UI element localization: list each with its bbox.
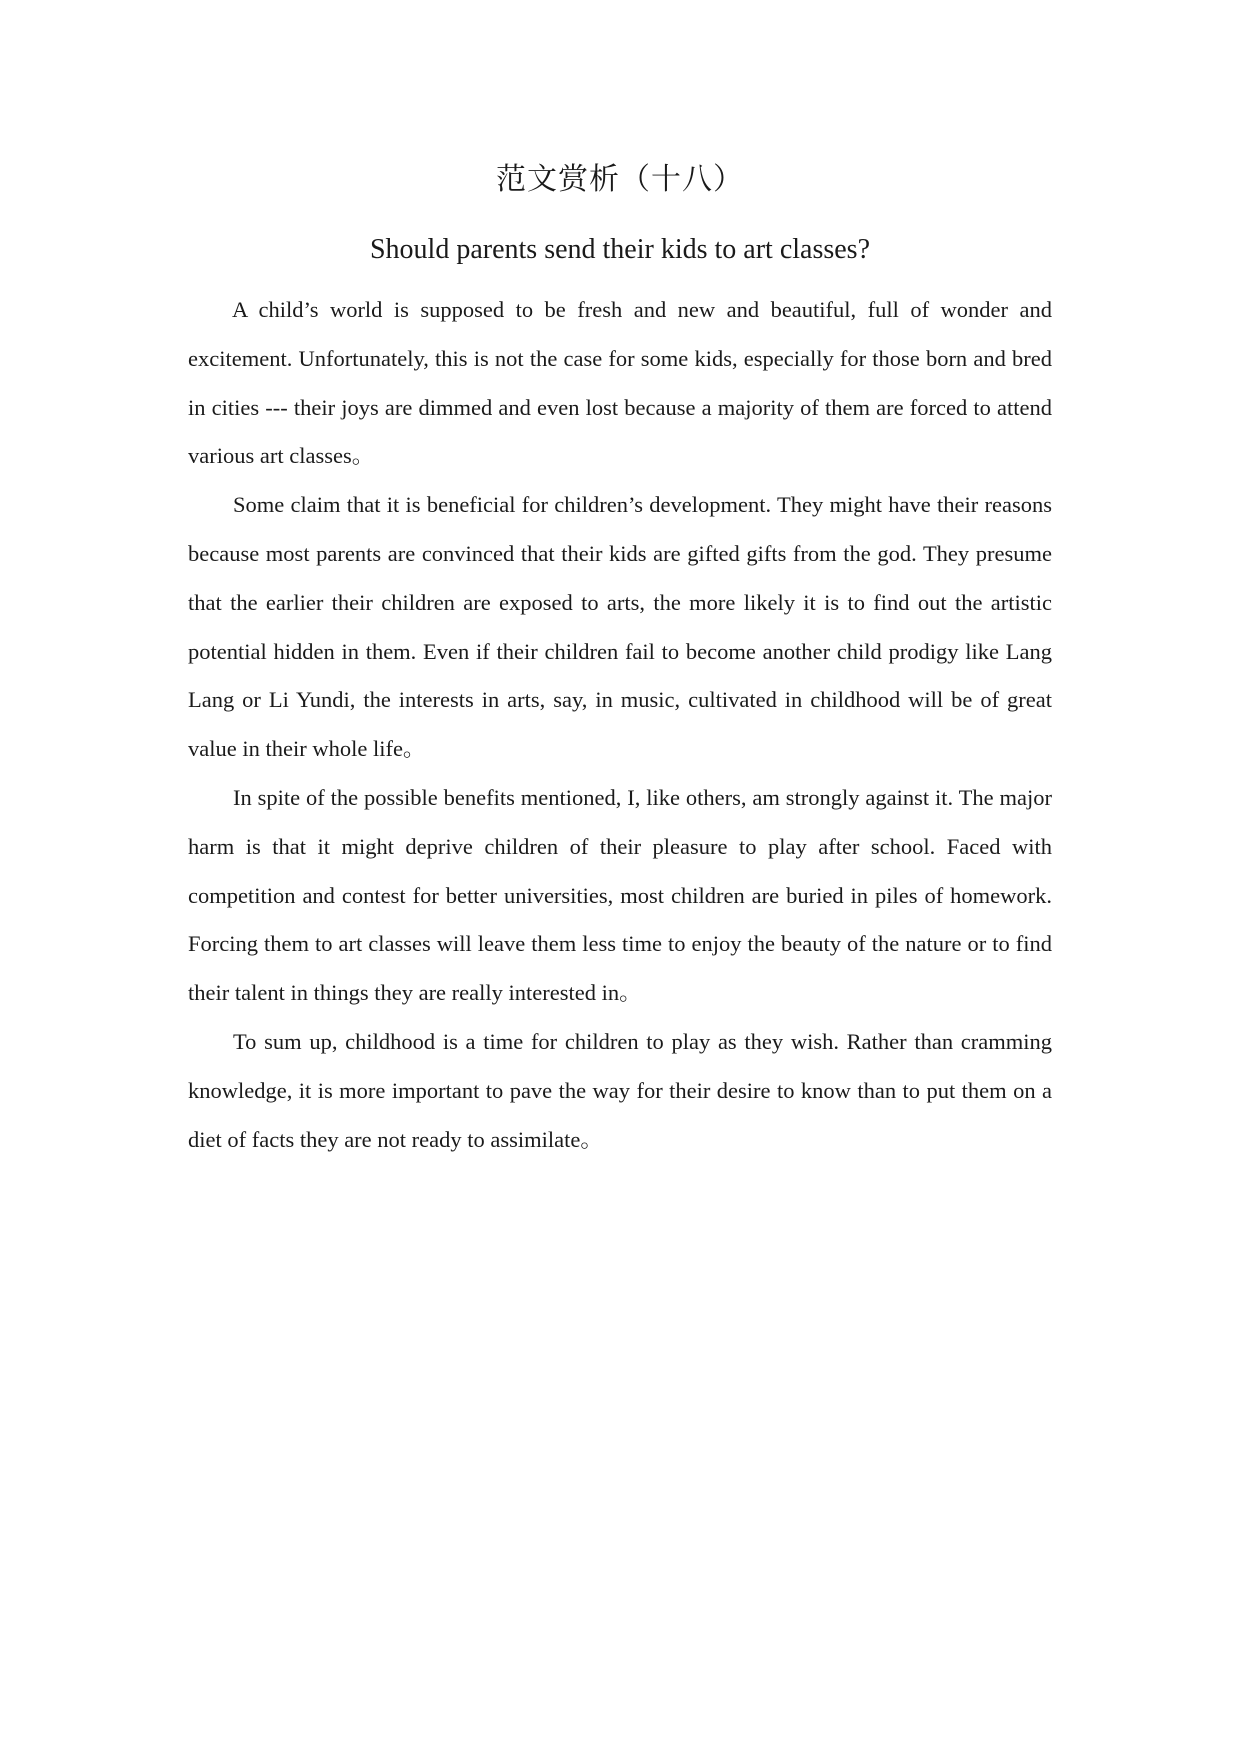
essay-body — [188, 286, 1052, 1164]
document-title: 范文赏析（十八） — [496, 162, 744, 197]
essay-paragraph-2: Some claim that it is beneficial for children’s development. They might have their reasons because most parents are convinced that their kids are gifted gifts from the god. They presume that the earlier their children are exposed to arts, the more likely it is to find out the artistic potential hidden in them. Even if their children fail to become another child prodigy like Lang Lang or Li Yundi, the interests in arts, say, in music, cultivated in childhood will be of great value in their whole life。 — [188, 492, 1052, 762]
essay-paragraph-3: In spite of the possible benefits mentioned, I, like others, am strongly against it. The major harm is that it might deprive children of their pleasure to play after school. Faced with competition and contest for better universities, most children are buried in piles of homework. Forcing them to art classes will leave them less time to enjoy the beauty of the nature or to find their talent in things they are really interested in。 — [188, 784, 1052, 1006]
essay-paragraph-1: A child’s world is supposed to be fresh and new and beautiful, full of wonder and excitement. Unfortunately, this is not the case for some kids, especially for those born and bred in cities --- their joys are dimmed and even lost because a majority of them are forced to attend various art classes。 — [188, 297, 1052, 469]
essay-paragraph-4: To sum up, childhood is a time for children to play as they wish. Rather than cramming knowledge, it is more important to pave the way for their desire to know than to put them on a diet of facts they are not ready to assimilate。 — [188, 1028, 1052, 1152]
essay-title: Should parents send their kids to art classes? — [369, 234, 870, 265]
